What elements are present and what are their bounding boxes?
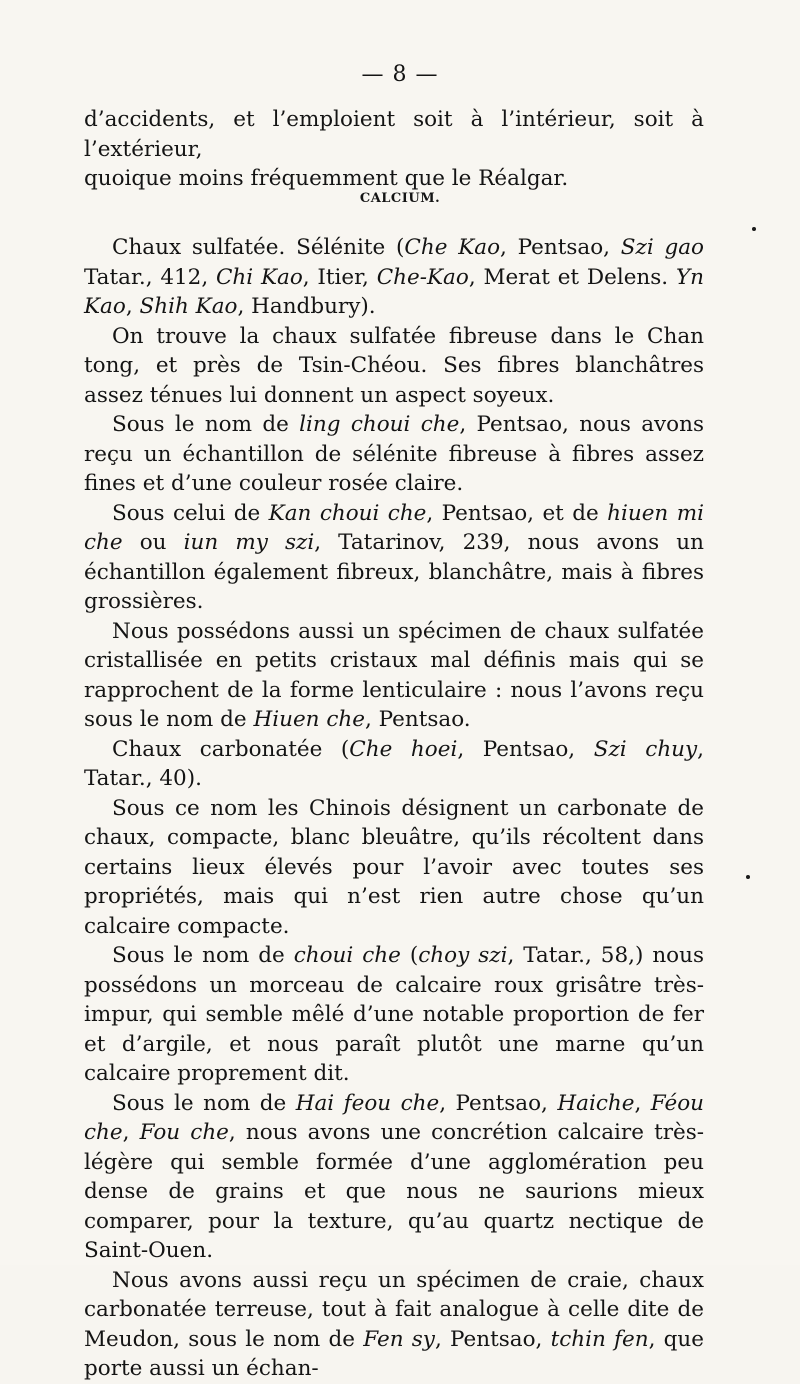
- paragraph-chan-tong: On trouve la chaux sulfatée fibreuse dans le Chan tong, et près de Tsin-Chéou. Ses fibres blanchâtres assez ténues lui donnent un aspect soyeux.: [84, 323, 704, 408]
- ink-speck: [746, 875, 750, 879]
- paragraph-choui-che: Sous le nom de choui che (choy szi, Tatar., 58,) nous possédons un morceau de calcaire roux grisâtre très-impur, qui semble mêlé d’une notable proportion de fer et d’argile, et nous paraît plutôt une marne qu’un calcaire proprement dit.: [84, 943, 704, 1086]
- paragraph-chaux-sulfatee: Chaux sulfatée. Sélénite (Che Kao, Pentsao, Szi gao Tatar., 412, Chi Kao, Itier, Che-Kao, Merat et Delens. Yn Kao, Shih Kao, Handbury).: [84, 235, 704, 319]
- paragraph-craie: Nous avons aussi reçu un spécimen de craie, chaux carbonatée terreuse, tout à fait analogue à celle dite de Meudon, sous le nom de Fen sy, Pentsao, tchin fen, que porte aussi un échan-: [84, 1267, 704, 1381]
- continued-paragraph: [84, 105, 704, 194]
- continued-line-2: quoique moins fréquemment que le Réalgar.: [84, 166, 569, 191]
- ink-speck: [752, 227, 756, 231]
- section-heading-calcium: CALCIUM.: [359, 191, 441, 206]
- continued-line-1: d’accidents, et l’emploient soit à l’intérieur, soit à l’extérieur,: [84, 107, 704, 162]
- paragraph-chaux-carbonatee: Chaux carbonatée (Che hoei, Pentsao, Szi chuy, Tatar., 40).: [84, 736, 705, 791]
- page-number: — 8 —: [361, 62, 439, 87]
- paragraph-carbonate-compacte: Sous ce nom les Chinois désignent un carbonate de chaux, compacte, blanc bleuâtre, qu’ils récoltent dans certains lieux élevés pour l’avoir avec toutes ses propriétés, mais qui n’est rien autre chose qu’un calcaire compacte.: [84, 795, 704, 939]
- paragraph-hai-feou-che: Sous le nom de Hai feou che, Pentsao, Haiche, Féou che, Fou che, nous avons une concrétion calcaire très-légère qui semble formée d’une agglomération peu dense de grains et que nous ne saurions mieux comparer, pour la texture, qu’au quartz nectique de Saint-Ouen.: [84, 1090, 705, 1263]
- paragraph-hiuen-che: Nous possédons aussi un spécimen de chaux sulfatée cristallisée en petits cristaux mal définis mais qui se rapprochent de la forme lenticulaire : nous l’avons reçu sous le nom de Hiuen che, Pentsao.: [84, 618, 704, 732]
- paragraph-ling-choui-che: Sous le nom de ling choui che, Pentsao, nous avons reçu un échantillon de sélénite fibreuse à fibres assez fines et d’une couleur rosée claire.: [84, 412, 704, 496]
- section-body: [84, 233, 704, 1384]
- paragraph-kan-choui-che: Sous celui de Kan choui che, Pentsao, et de hiuen mi che ou iun my szi, Tatarinov, 239, nous avons un échantillon également fibreux, blanchâtre, mais à fibres grossières.: [84, 500, 704, 614]
